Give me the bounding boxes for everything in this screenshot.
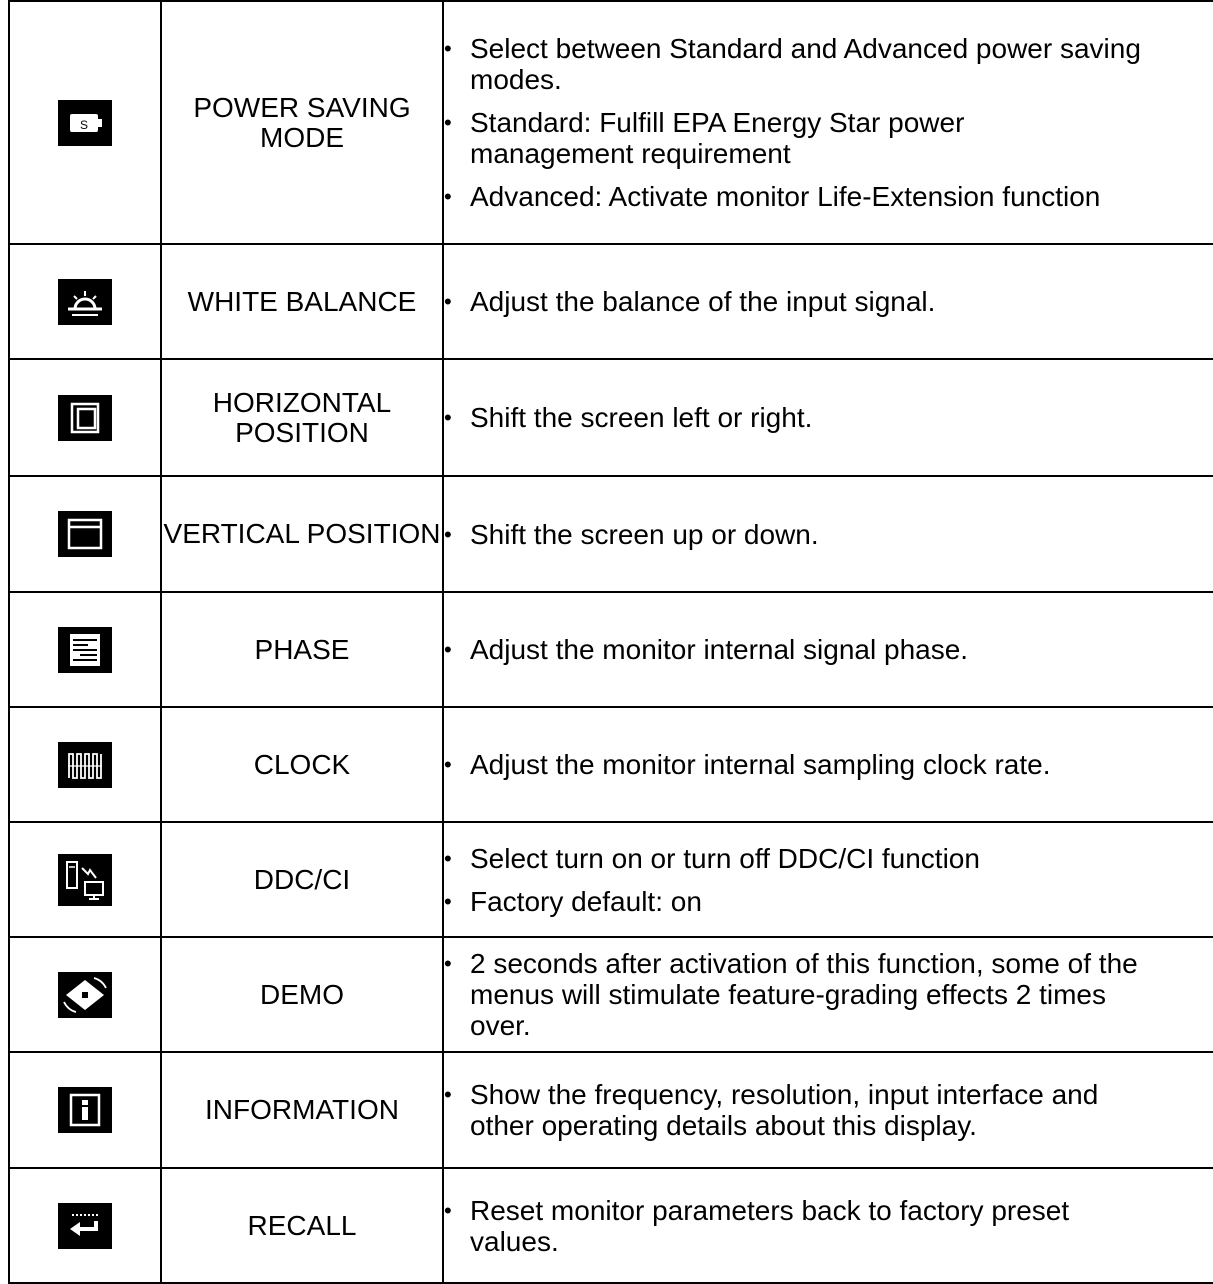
function-name: PHASE — [161, 592, 443, 707]
function-name: DDC/CI — [161, 822, 443, 937]
list-item — [444, 634, 1213, 665]
bullet-glyph: • — [444, 951, 452, 976]
table-row — [9, 244, 1213, 359]
icon-cell — [9, 476, 161, 592]
function-description — [443, 359, 1213, 476]
function-name: VERTICAL POSITION — [161, 476, 443, 592]
function-name: POWER SAVING MODE — [161, 1, 443, 244]
information-icon — [58, 1087, 112, 1133]
horizontal-position-icon — [58, 395, 112, 441]
icon-cell — [9, 1052, 161, 1168]
osd-function-table — [8, 0, 1213, 1284]
bullet-text: 2 seconds after activation of this function, some of the menus will stimulate feature-grading effects 2 times over. — [470, 948, 1138, 1041]
ddc-ci-icon — [58, 854, 112, 906]
table-row — [9, 1, 1213, 244]
table-row — [9, 1168, 1213, 1283]
bullet-glyph: • — [444, 110, 452, 135]
function-name: DEMO — [161, 937, 443, 1052]
bullet-glyph: • — [444, 1082, 452, 1107]
bullet-glyph: • — [444, 845, 452, 871]
bullet-text: Shift the screen left or right. — [470, 402, 813, 433]
bullet-glyph: • — [444, 405, 452, 430]
vertical-position-icon — [58, 511, 112, 557]
list-item — [444, 749, 1213, 780]
icon-cell — [9, 822, 161, 937]
function-name: HORIZONTAL POSITION — [161, 359, 443, 476]
function-name: WHITE BALANCE — [161, 244, 443, 359]
clock-icon — [58, 742, 112, 788]
list-item — [444, 181, 1213, 212]
icon-cell — [9, 1168, 161, 1283]
list-item — [444, 948, 1159, 1041]
icon-cell — [9, 244, 161, 359]
function-description — [443, 822, 1213, 937]
bullet-glyph: • — [444, 637, 452, 662]
bullet-glyph: • — [444, 521, 452, 547]
bullet-text: Adjust the monitor internal sampling clock rate. — [470, 749, 1051, 780]
table-row — [9, 937, 1213, 1052]
function-description — [443, 707, 1213, 822]
list-item — [444, 286, 1213, 317]
bullet-text: Select turn on or turn off DDC/CI function — [470, 842, 980, 874]
bullet-text: Shift the screen up or down. — [470, 518, 819, 550]
bullet-glyph: • — [444, 184, 452, 209]
icon-cell — [9, 1, 161, 244]
phase-icon — [58, 627, 112, 673]
icon-cell — [9, 592, 161, 707]
table-row — [9, 359, 1213, 476]
function-description — [443, 476, 1213, 592]
bullet-glyph: • — [444, 752, 452, 777]
function-name: CLOCK — [161, 707, 443, 822]
icon-cell — [9, 937, 161, 1052]
bullet-glyph: • — [444, 888, 452, 914]
white-balance-icon — [58, 279, 112, 325]
table-row — [9, 822, 1213, 937]
bullet-text: Select between Standard and Advanced power saving modes. — [470, 33, 1141, 95]
table-row — [9, 476, 1213, 592]
function-description — [443, 592, 1213, 707]
table-row — [9, 592, 1213, 707]
table-row — [9, 707, 1213, 822]
list-item — [444, 1195, 1159, 1257]
recall-icon — [58, 1203, 112, 1249]
demo-icon — [58, 972, 112, 1018]
function-description — [443, 1052, 1213, 1168]
function-name: RECALL — [161, 1168, 443, 1283]
svg-text:S: S — [79, 117, 89, 132]
bullet-text: Adjust the monitor internal signal phase. — [470, 634, 969, 665]
bullet-glyph: • — [444, 36, 452, 61]
bullet-text: Reset monitor parameters back to factory preset values. — [470, 1194, 1070, 1257]
table-row — [9, 1052, 1213, 1168]
function-description — [443, 244, 1213, 359]
list-item — [444, 1079, 1159, 1141]
list-item — [444, 519, 1213, 550]
icon-cell — [9, 707, 161, 822]
bullet-text: Adjust the balance of the input signal. — [470, 286, 936, 317]
list-item — [444, 886, 1213, 917]
function-description — [443, 1, 1213, 244]
bullet-text: Factory default: on — [470, 885, 702, 917]
function-description — [443, 1168, 1213, 1283]
bullet-glyph: • — [444, 1197, 452, 1223]
list-item — [444, 843, 1213, 874]
list-item — [444, 402, 1213, 433]
bullet-text: Show the frequency, resolution, input interface and other operating details about this display. — [470, 1079, 1099, 1141]
bullet-text: Standard: Fulfill EPA Energy Star power management requirement — [470, 107, 965, 169]
function-description — [443, 937, 1213, 1052]
list-item — [444, 107, 1084, 169]
bullet-text: Advanced: Activate monitor Life-Extension function — [470, 181, 1101, 212]
list-item — [444, 33, 1144, 95]
function-name: INFORMATION — [161, 1052, 443, 1168]
bullet-glyph: • — [444, 289, 452, 314]
power-saving-icon — [58, 100, 112, 146]
icon-cell — [9, 359, 161, 476]
